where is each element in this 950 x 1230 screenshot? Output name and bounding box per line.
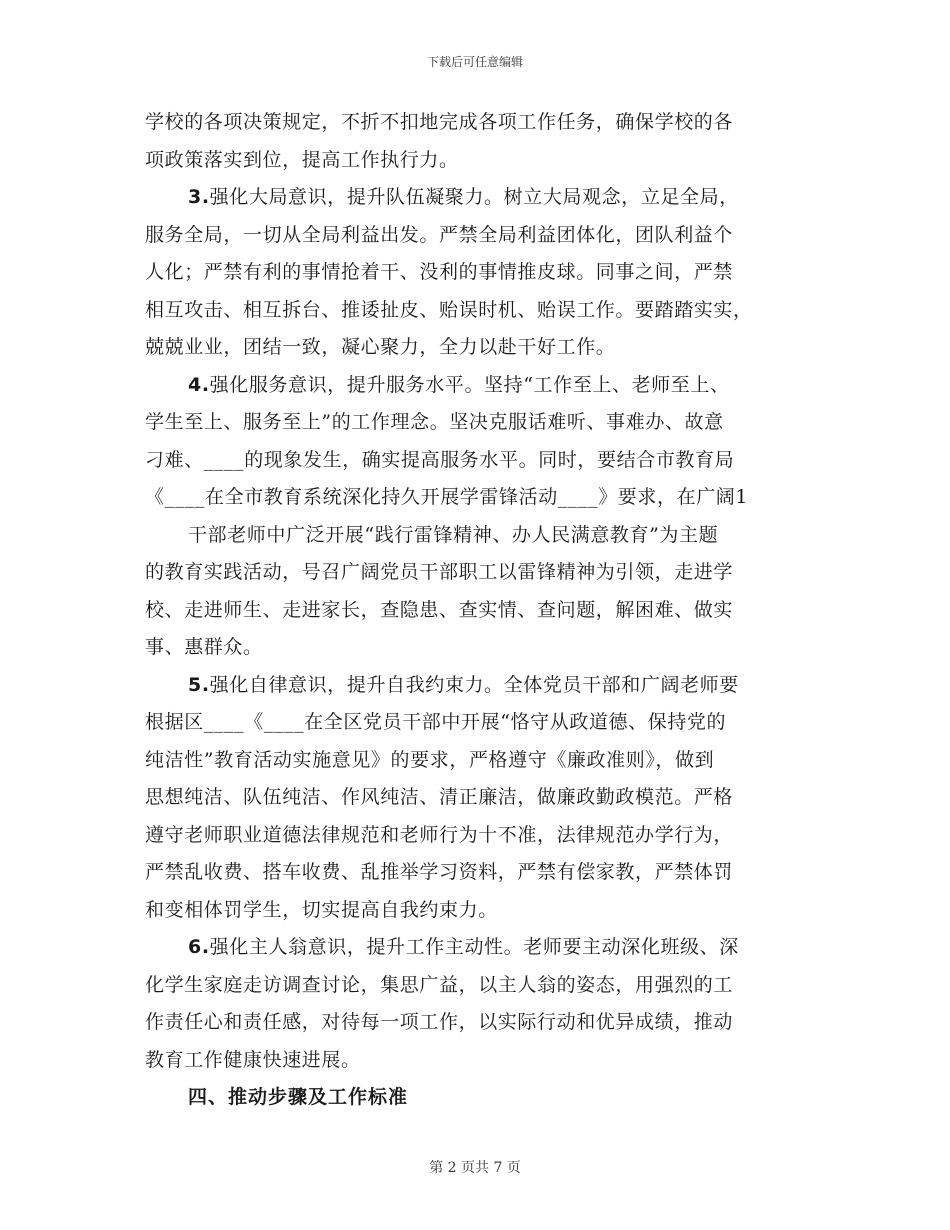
text-line bbox=[145, 704, 805, 742]
text-line bbox=[145, 892, 805, 930]
section-heading bbox=[145, 1079, 805, 1117]
item-number: 6. bbox=[188, 936, 210, 958]
text-line bbox=[145, 742, 805, 780]
line-text: 干部老师中广泛开展“践行雷锋精神、办人民满意教育”为主题 bbox=[188, 523, 719, 546]
item-number: 5. bbox=[188, 673, 210, 696]
line-text: 学生至上、服务至上”的工作理念。坚决克服话难听、事难办、故意 bbox=[145, 411, 724, 433]
text-line bbox=[145, 967, 805, 1005]
line-text: 根据区____《____在全区党员干部中开展“恪守从政道德、保持党的 bbox=[145, 711, 727, 733]
line-text: 的教育实践活动，号召广阔党员干部职工以雷锋精神为引领，走进学 bbox=[145, 561, 734, 583]
line-text: 纯洁性”教育活动实施意见》的要求，严格遵守《廉政准则》，做到 bbox=[145, 748, 715, 771]
text-line bbox=[145, 854, 805, 892]
text-line bbox=[145, 479, 805, 517]
line-text: 刁难、____的现象发生，确实提高服务水平。同时，要结合市教育局 bbox=[145, 448, 735, 471]
text-line bbox=[145, 1004, 805, 1042]
line-text: 严禁乱收费、搭车收费、乱推举学习资料，严禁有偿家教，严禁体罚 bbox=[145, 861, 734, 883]
line-text: 强化主人翁意识，提升工作主动性。老师要主动深化班级、深 bbox=[209, 936, 739, 958]
text-line bbox=[145, 629, 805, 667]
text-line bbox=[145, 517, 805, 555]
line-text: 《____在全市教育系统深化持久开展学雷锋活动____》要求，在广阔1 bbox=[145, 486, 749, 508]
line-text: 校、走进师生、走进家长，查隐患、查实情、查问题，解困难、做实 bbox=[145, 598, 734, 621]
line-text: 强化自律意识，提升自我约束力。全体党员干部和广阔老师要 bbox=[209, 673, 739, 696]
line-text: 四、推动步骤及工作标准 bbox=[188, 1086, 409, 1108]
line-text: 服务全局，一切从全局利益出发。严禁全局利益团体化，团队利益个 bbox=[145, 223, 734, 246]
text-line bbox=[145, 592, 805, 630]
text-line bbox=[145, 554, 805, 592]
text-line bbox=[145, 929, 805, 967]
line-text: 化学生家庭走访调查讨论，集思广益，以主人翁的姿态，用强烈的工 bbox=[145, 973, 734, 996]
line-text: 人化；严禁有利的事情抢着干、没利的事情推皮球。同事之间，严禁 bbox=[145, 261, 734, 283]
text-line bbox=[145, 667, 805, 705]
line-text: 相互攻击、相互拆台、推诿扯皮、贻误时机、贻误工作。要踏踏实实， bbox=[145, 298, 753, 321]
item-number: 4. bbox=[188, 373, 210, 396]
page-footer: 第 2 页共 7 页 bbox=[429, 1160, 521, 1176]
line-text: 兢兢业业，团结一致，凝心聚力，全力以赴干好工作。 bbox=[145, 336, 616, 358]
line-text: 事、惠群众。 bbox=[145, 636, 263, 658]
document-body bbox=[145, 104, 805, 1117]
text-line bbox=[145, 817, 805, 855]
text-line bbox=[145, 404, 805, 442]
line-text: 强化服务意识，提升服务水平。坚持“工作至上、老师至上、 bbox=[209, 373, 730, 396]
line-text: 学校的各项决策规定，不折不扣地完成各项工作任务，确保学校的各 bbox=[145, 111, 734, 133]
line-text: 强化大局意识，提升队伍凝聚力。树立大局观念，立足全局， bbox=[209, 186, 739, 208]
text-line bbox=[145, 779, 805, 817]
line-text: 作责任心和责任感，对待每一项工作，以实际行动和优异成绩，推动 bbox=[145, 1011, 734, 1033]
text-line bbox=[145, 292, 805, 330]
text-line bbox=[145, 1042, 805, 1080]
item-number: 3. bbox=[188, 186, 210, 208]
text-line bbox=[145, 179, 805, 217]
text-line bbox=[145, 367, 805, 405]
line-text: 项政策落实到位，提高工作执行力。 bbox=[145, 148, 459, 171]
text-line bbox=[145, 217, 805, 255]
page-header: 下载后可任意编辑 bbox=[426, 55, 523, 69]
text-line bbox=[145, 104, 805, 142]
text-line bbox=[145, 142, 805, 180]
text-line bbox=[145, 329, 805, 367]
line-text: 和变相体罚学生，切实提高自我约束力。 bbox=[145, 898, 498, 921]
text-line bbox=[145, 442, 805, 480]
text-line bbox=[145, 254, 805, 292]
line-text: 教育工作健康快速进展。 bbox=[145, 1048, 361, 1071]
line-text: 遵守老师职业道德法律规范和老师行为十不准，法律规范办学行为， bbox=[145, 823, 734, 846]
line-text: 思想纯洁、队伍纯洁、作风纯洁、清正廉洁，做廉政勤政模范。严格 bbox=[145, 786, 734, 808]
